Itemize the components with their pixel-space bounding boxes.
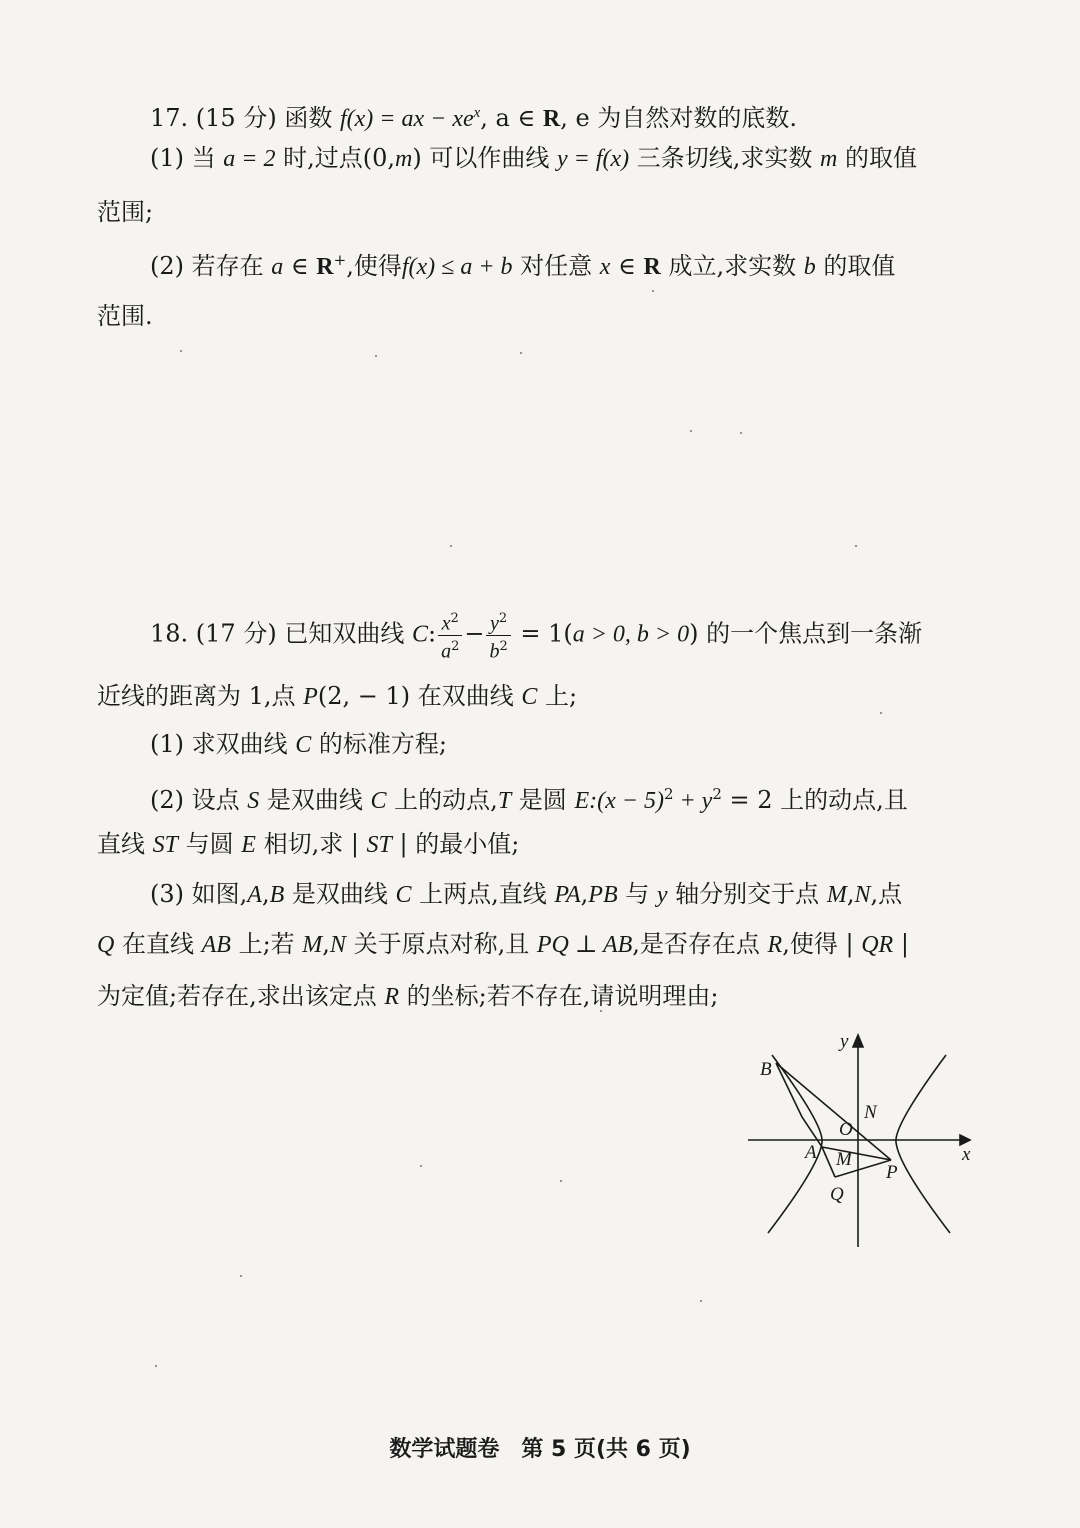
fraction-y-over-b: $\frac{y^2}{b^2}$ (486, 608, 510, 662)
q18-line2: 近线的距离为 1,点 P(2, − 1) 在双曲线 C 上; (97, 682, 578, 710)
q18-part1: (1) 求双曲线 C 的标准方程; (150, 730, 447, 758)
line-AP (822, 1147, 891, 1160)
label-M: M (836, 1149, 852, 1170)
q18-part2: (2) 设点 S 是双曲线 C 上的动点,T 是圆 E:(x − $5)^2 + y^2 = 2$ 上的动点,且 (150, 785, 908, 814)
q18-part3-line3: 为定值;若存在,求出该定点 R 的坐标;若不存在,请说明理由; (97, 982, 719, 1010)
label-O: O (839, 1119, 853, 1140)
fraction-x-over-a: $\frac{x^2}{a^2}$ (438, 608, 462, 662)
line-AQ (822, 1147, 835, 1177)
q17-part2-wrap: 范围. (97, 302, 153, 330)
q17-part1: (1) 当 a = 2 时,过点(0,m) 可以作曲线 y = f(x) 三条切线,求实数 m 的取值 (150, 144, 917, 172)
y-axis-arrow-icon (853, 1035, 863, 1047)
label-A: A (805, 1142, 817, 1163)
q17-header: 17. (15 分) 函数 f(x) = ax − $xe^x$, a ∈ R, e 为自然对数的底数. (150, 104, 797, 132)
hyperbola-figure (740, 1025, 980, 1255)
q18-header: 18. (17 分) 已知双曲线 C: $\frac{x^2}{a^2}$ − $\frac{y^2}{b^2}$ = 1(a > 0, b > 0) 的一个焦点到一条渐 (150, 608, 922, 662)
page-footer: 数学试题卷 第 5 页(共 6 页) (389, 1437, 691, 1462)
label-Q: Q (830, 1184, 844, 1205)
label-B: B (760, 1059, 772, 1080)
label-y: y (840, 1031, 849, 1052)
hyperbola-right-branch (896, 1055, 950, 1233)
label-N: N (864, 1102, 877, 1123)
q17-part2: (2) 若存在 a ∈ R+,使得f(x) ≤ a + b 对任意 x ∈ R 成立,求实数 b 的取值 (150, 251, 896, 280)
q18-part3: (3) 如图,A,B 是双曲线 C 上两点,直线 PA,PB 与 y 轴分别交于点 M,N,点 (150, 880, 903, 908)
q18-part2-wrap: 直线 ST 与圆 E 相切,求 | ST | 的最小值; (97, 830, 520, 858)
label-P: P (886, 1162, 898, 1183)
q18-part3-line2: Q 在直线 AB 上;若 M,N 关于原点对称,且 PQ ⊥ AB,是否存在点 R,使得 | QR | (97, 930, 909, 958)
segment-BA (776, 1063, 822, 1147)
q17-part1-wrap: 范围; (97, 198, 154, 226)
label-x: x (962, 1144, 971, 1165)
